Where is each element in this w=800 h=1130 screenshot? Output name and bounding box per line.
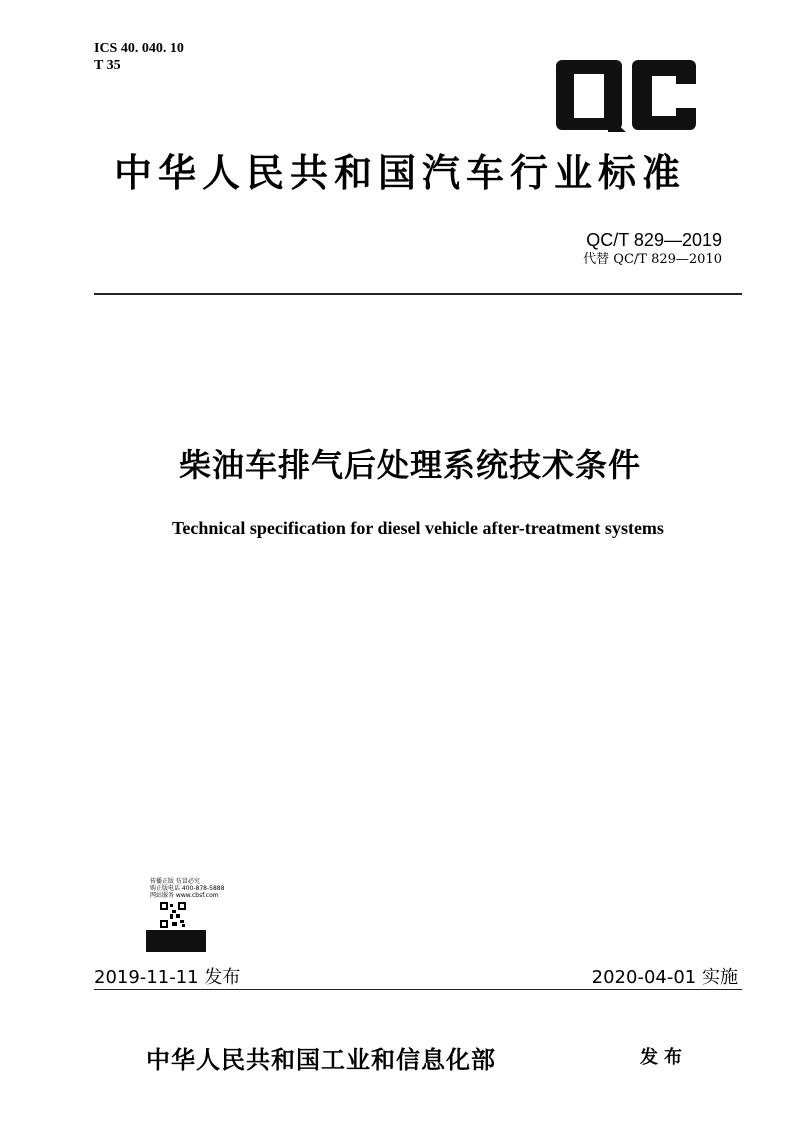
- ics-code: ICS 40. 040. 10: [94, 41, 184, 56]
- replaces-standard: 代替 QC/T 829—2010: [583, 252, 722, 267]
- issue-label: 发布: [640, 1047, 688, 1068]
- footer-divider: [94, 989, 742, 990]
- publish-date: 2019-11-11 发布: [94, 967, 241, 988]
- qc-logo: [556, 60, 698, 132]
- document-title-chinese: 柴油车排气后处理系统技术条件: [178, 446, 641, 484]
- document-title-english: Technical specification for diesel vehicle after-treatment systems: [172, 518, 664, 538]
- header-divider: [94, 293, 742, 295]
- standard-number: QC/T 829—2019: [586, 230, 722, 250]
- issuing-authority: 中华人民共和国工业和信息化部: [146, 1045, 496, 1074]
- qr-code-icon: [160, 902, 186, 928]
- implement-date: 2020-04-01 实施: [591, 967, 738, 988]
- label-barcode-strip: [146, 930, 206, 952]
- ccs-code: T 35: [94, 58, 121, 73]
- label-text: 传播正版 仿冒必究 购正版电话 400-878-5888 网站服务 www.cbsf.com: [150, 878, 225, 899]
- agency-title: 中华人民共和国汽车行业标准: [113, 150, 686, 195]
- classification-codes: [94, 40, 184, 74]
- anti-counterfeit-label: [146, 872, 225, 952]
